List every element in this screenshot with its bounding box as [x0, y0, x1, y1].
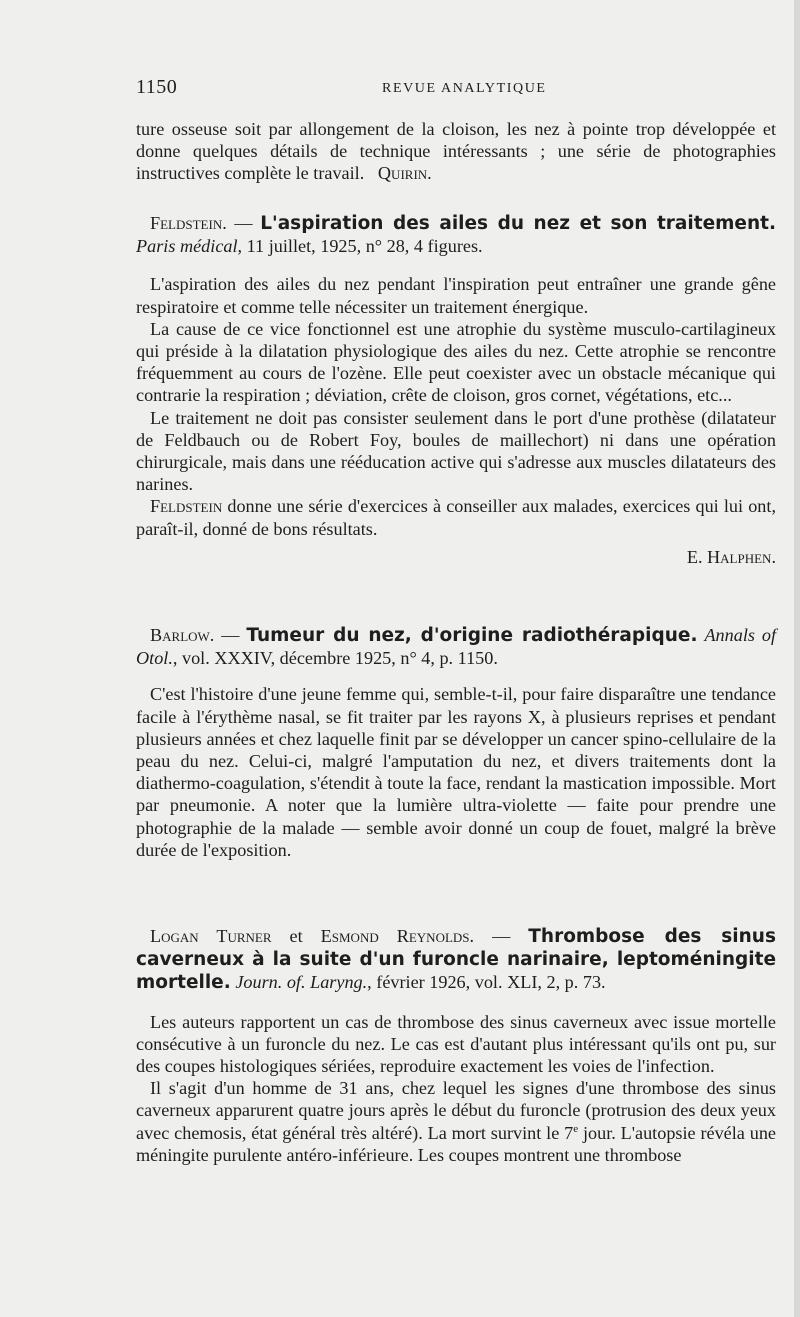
journal-citation: , février 1926, vol. XLI, 2, p. 73. — [367, 972, 606, 993]
superscript: e — [573, 1122, 579, 1135]
carryover-paragraph — [136, 118, 776, 185]
article-title: Thrombose des sinus caverneux à la suite d'un furoncle narinaire, leptoméningite mortelle. — [136, 926, 776, 994]
article-title: L'aspiration des ailes du nez et son traitement. — [260, 213, 776, 234]
article-author: Logan Turner — [150, 926, 272, 946]
article-author: Esmond Reynolds. — [320, 926, 475, 946]
journal-name: Paris médical — [136, 236, 238, 257]
page-number: 1150 — [136, 76, 178, 98]
signature-text: E. Halphen. — [686, 546, 776, 567]
journal-name: Journ. of. Laryng. — [235, 972, 368, 993]
article-signature — [136, 546, 776, 568]
paragraph-text: donne une série d'exercices à conseiller aux malades, exercices qui lui ont, paraît-il, donné de bons résultats. — [136, 496, 776, 539]
article-logan-turner — [136, 925, 776, 1166]
paragraph: C'est l'histoire d'une jeune femme qui, semble-t-il, pour faire disparaître une tendance facile à l'érythème nasal, se fit traiter par les rayons X, à plusieurs reprises et pendant plusieurs années et chez laquelle finit par se développer un cancer spino-cellulaire de la peau du nez. Celui-ci, malgré l'amputation du nez, et divers traitements dont la diathermo-coagulation, s'étendit à toute la face, rendant la mastication impossible. Mort par pneumonie. A noter que la lumière ultra-violette — faite pour prendre une photographie de la malade — semble avoir donné un coup de fouet, malgré la brève durée de l'exposition. — [136, 684, 776, 860]
paragraph-text: jour. L'autopsie révéla une méningite purulente antéro-inférieure. Les coupes montrent une thrombose — [136, 1122, 776, 1165]
paragraph: L'aspiration des ailes du nez pendant l'inspiration peut entraîner une grande gêne respiratoire et comme telle nécessiter un traitement énergique. — [136, 274, 776, 317]
heading-separator: — — [214, 625, 247, 645]
carryover-signature: Quirin. — [377, 163, 432, 184]
paragraph-text: Il s'agit d'un homme de 31 ans, chez lequel les signes d'une thrombose des sinus caverneux apparurent quatre jours après le début du furoncle (protrusion des deux yeux avec chemosis, état général très altéré). La mort survint le 7 — [136, 1078, 776, 1143]
carryover-text: ture osseuse soit par allongement de la cloison, les nez à pointe trop développée et donne quelques détails de technique intéressants ; une série de photographies instructives complète le travail. — [136, 119, 776, 184]
author-mention: Feldstein — [150, 496, 223, 517]
article-authors: Barlow. — [150, 625, 215, 645]
page-edge — [794, 0, 800, 1317]
heading-separator: — — [474, 926, 529, 946]
article-heading — [136, 925, 776, 995]
article-title: Tumeur du nez, d'origine radiothérapique. — [246, 625, 698, 646]
paragraph — [136, 1077, 776, 1166]
paragraph — [136, 495, 776, 539]
article-feldstein — [136, 212, 776, 568]
article-heading — [136, 212, 776, 257]
heading-separator: — — [226, 213, 261, 233]
journal-citation: , vol. XXXIV, décembre 1925, n° 4, p. 1150. — [172, 648, 498, 669]
carryover-block — [136, 118, 776, 185]
running-head: REVUE ANALYTIQUE — [382, 81, 547, 96]
journal-name: Annals of Otol. — [136, 625, 777, 669]
article-barlow — [136, 624, 776, 861]
paragraph: Le traitement ne doit pas consister seulement dans le port d'une prothèse (dilatateur de Feldbauch ou de Robert Foy, boules de maillechort) ni dans une opération chirurgicale, mais dans une rééducation active qui s'adresse aux muscles dilatateurs des narines. — [136, 407, 776, 495]
paragraph: Les auteurs rapportent un cas de thrombose des sinus caverneux avec issue mortelle consécutive à un furoncle du nez. Le cas est d'autant plus intéressant qu'ils ont pu, sur des coupes histologiques sériées, reproduire exactement les voies de l'infection. — [136, 1011, 776, 1077]
article-authors: Feldstein. — [150, 213, 227, 233]
article-heading — [136, 624, 776, 669]
heading-conjunction: et — [271, 926, 321, 946]
paragraph: La cause de ce vice fonctionnel est une atrophie du système musculo-cartilagineux qui préside à la dilatation physiologique des ailes du nez. Cette atrophie se rencontre fréquemment au cours de l'ozène. Elle peut coexister avec un obstacle mécanique qui contrarie la respiration ; déviation, crête de cloison, gros cornet, végétations, etc... — [136, 318, 776, 406]
page-header — [136, 76, 776, 100]
journal-citation: , 11 juillet, 1925, n° 28, 4 figures. — [237, 236, 483, 257]
